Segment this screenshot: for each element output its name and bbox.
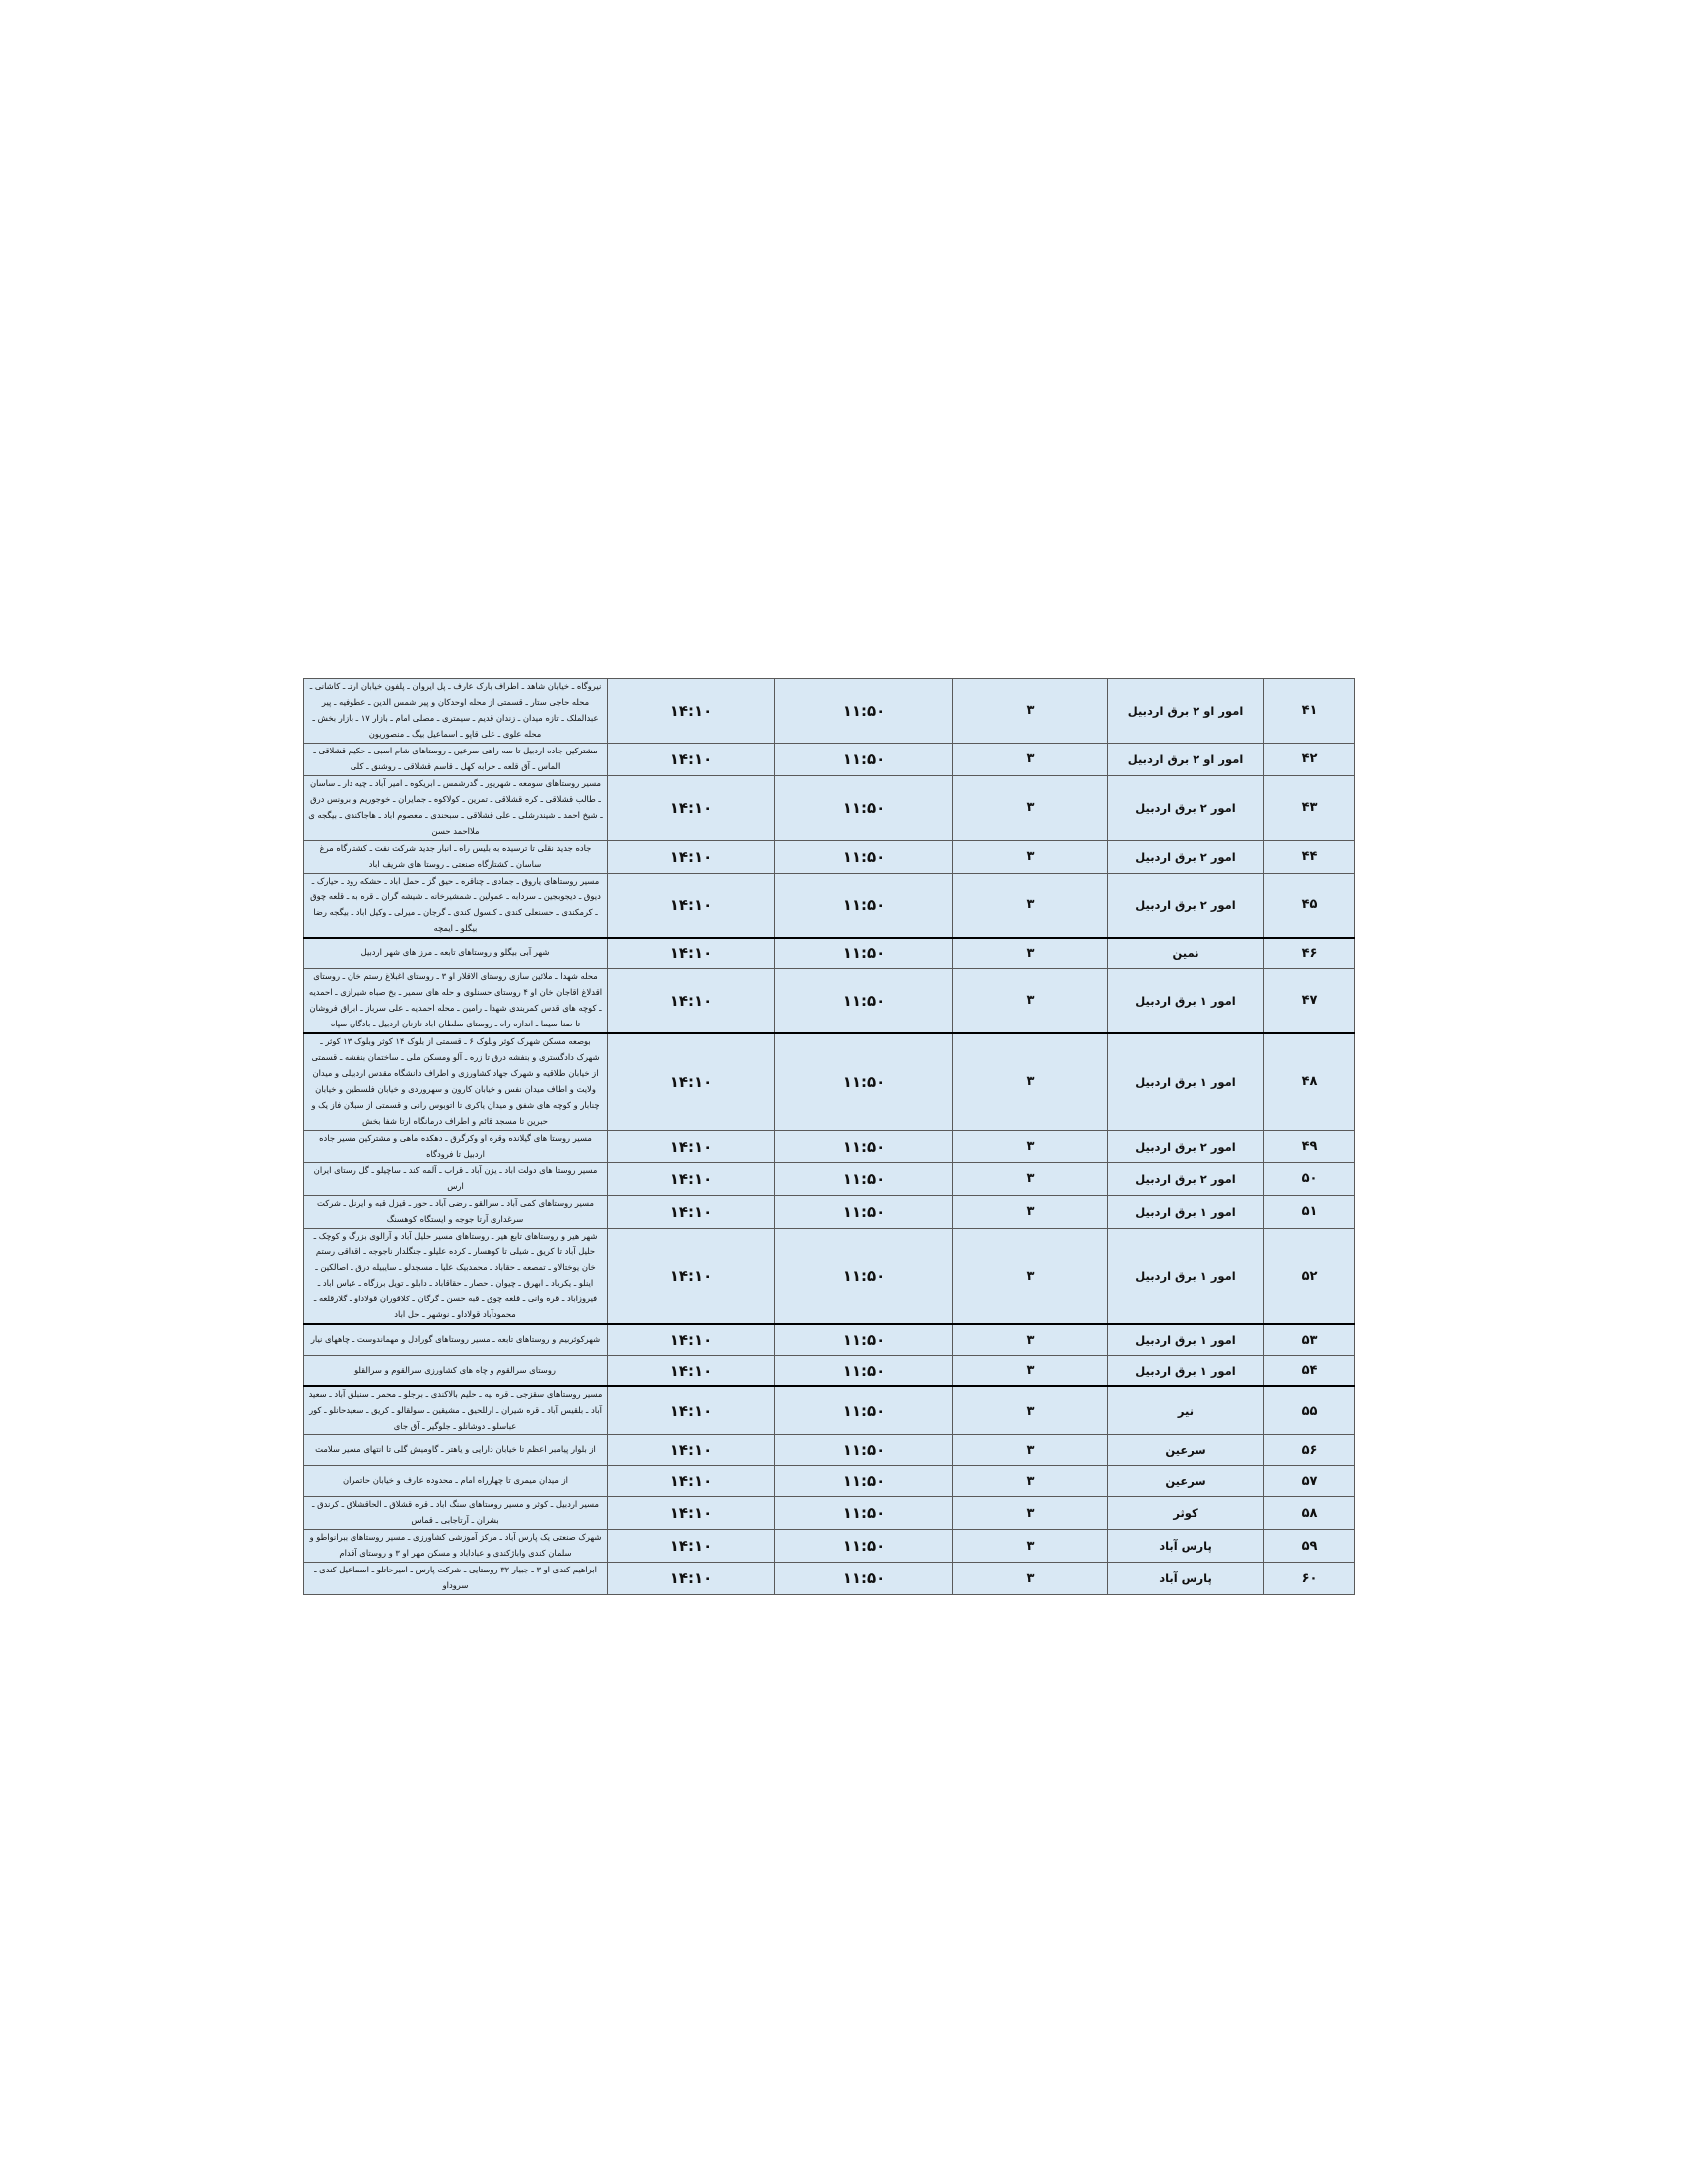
table-row [304, 1228, 1355, 1324]
phase-group-cell: ۳ [953, 679, 1108, 744]
row-number-cell: ۶۰ [1264, 1563, 1355, 1595]
phase-group-cell: ۳ [953, 1228, 1108, 1324]
service-area-cell: امور او ۲ برق اردبیل [1108, 679, 1264, 744]
row-number-cell: ۴۳ [1264, 775, 1355, 840]
phase-group-cell: ۳ [953, 775, 1108, 840]
table-row [304, 1162, 1355, 1195]
phase-group-cell: ۳ [953, 743, 1108, 775]
service-area-cell: امور ۱ برق اردبیل [1108, 1195, 1264, 1228]
service-area-cell: نمین [1108, 938, 1264, 969]
end-time-cell: ۱۴:۱۰ [608, 873, 775, 937]
row-number-cell: ۵۸ [1264, 1497, 1355, 1530]
start-time-cell: ۱۱:۵۰ [775, 1497, 953, 1530]
end-time-cell: ۱۴:۱۰ [608, 1355, 775, 1386]
service-area-cell: امور ۲ برق اردبیل [1108, 1162, 1264, 1195]
table-row [304, 969, 1355, 1033]
affected-areas-cell: روستای سرالقوم و چاه های کشاورزی سرالقوم و سرالقلو [304, 1355, 608, 1386]
start-time-cell: ۱۱:۵۰ [775, 1386, 953, 1434]
end-time-cell: ۱۴:۱۰ [608, 1195, 775, 1228]
table-row [304, 873, 1355, 937]
start-time-cell: ۱۱:۵۰ [775, 679, 953, 744]
outage-schedule-table [303, 678, 1355, 1595]
phase-group-cell: ۳ [953, 1466, 1108, 1497]
phase-group-cell: ۳ [953, 1497, 1108, 1530]
affected-areas-cell: مسیر روستاهای سقزجی ـ قره بیه ـ حلیم بالاکندی ـ برجلو ـ محمر ـ سنبلق آباد ـ سعید آباد ـ بلقیس آباد ـ قره شیران ـ ارللحیق ـ مشیقین ـ سولقالو ـ کریق ـ سعیدحانلو ـ کور عباسلو ـ دوشانلو ـ جلوگیر ـ آق جای [304, 1386, 608, 1434]
end-time-cell: ۱۴:۱۰ [608, 1435, 775, 1466]
end-time-cell: ۱۴:۱۰ [608, 1530, 775, 1563]
affected-areas-cell: شهر آبی بیگلو و روستاهای تابعه ـ مرز های شهر اردبیل [304, 938, 608, 969]
service-area-cell: پارس آباد [1108, 1530, 1264, 1563]
service-area-cell: نیر [1108, 1386, 1264, 1434]
service-area-cell: امور ۱ برق اردبیل [1108, 1033, 1264, 1130]
end-time-cell: ۱۴:۱۰ [608, 969, 775, 1033]
table-row [304, 1324, 1355, 1355]
start-time-cell: ۱۱:۵۰ [775, 1162, 953, 1195]
start-time-cell: ۱۱:۵۰ [775, 969, 953, 1033]
start-time-cell: ۱۱:۵۰ [775, 775, 953, 840]
row-number-cell: ۴۷ [1264, 969, 1355, 1033]
phase-group-cell: ۳ [953, 1386, 1108, 1434]
end-time-cell: ۱۴:۱۰ [608, 1130, 775, 1162]
end-time-cell: ۱۴:۱۰ [608, 938, 775, 969]
row-number-cell: ۵۰ [1264, 1162, 1355, 1195]
phase-group-cell: ۳ [953, 1563, 1108, 1595]
service-area-cell: سرعین [1108, 1466, 1264, 1497]
start-time-cell: ۱۱:۵۰ [775, 873, 953, 937]
phase-group-cell: ۳ [953, 1195, 1108, 1228]
table-row [304, 1466, 1355, 1497]
row-number-cell: ۴۸ [1264, 1033, 1355, 1130]
affected-areas-cell: از بلوار پیامبر اعظم تا خیابان دارایی و یاهتر ـ گاوميش گلی تا انتهای مسیر سلامت [304, 1435, 608, 1466]
phase-group-cell: ۳ [953, 1435, 1108, 1466]
affected-areas-cell: مشترکین جاده اردبیل تا سه راهی سرعین ـ روستاهای شام اسبی ـ حکیم قشلاقی ـ الماس ـ آق قلعه ـ حرابه کهل ـ قاسم قشلاقی ـ روشنق ـ کلی [304, 743, 608, 775]
phase-group-cell: ۳ [953, 969, 1108, 1033]
service-area-cell: امور ۲ برق اردبیل [1108, 775, 1264, 840]
end-time-cell: ۱۴:۱۰ [608, 679, 775, 744]
service-area-cell: پارس آباد [1108, 1563, 1264, 1595]
start-time-cell: ۱۱:۵۰ [775, 1324, 953, 1355]
row-number-cell: ۵۶ [1264, 1435, 1355, 1466]
affected-areas-cell: نیروگاه ـ خیابان شاهد ـ اطراف بارک عارف ـ پل ایروان ـ پلفون خیابان ارتـ ـ کاشانی ـ محله حاجی ستار ـ قسمتی از محله اوحدکان و پیر شمس الدین ـ عطوفیه ـ پیر عبدالملک ـ تازه میدان ـ زندان قدیم ـ سیمتری ـ مصلی امام ـ بازار ۱۷ ـ بازار بخش ـ محله علوی ـ علی قاپو ـ اسماعیل بیگ ـ منصوریون [304, 679, 608, 744]
start-time-cell: ۱۱:۵۰ [775, 1355, 953, 1386]
end-time-cell: ۱۴:۱۰ [608, 1228, 775, 1324]
phase-group-cell: ۳ [953, 1324, 1108, 1355]
end-time-cell: ۱۴:۱۰ [608, 1033, 775, 1130]
table-row [304, 1435, 1355, 1466]
phase-group-cell: ۳ [953, 1162, 1108, 1195]
service-area-cell: امور ۱ برق اردبیل [1108, 1355, 1264, 1386]
service-area-cell: سرعین [1108, 1435, 1264, 1466]
affected-areas-cell: مسیر روستا های گیلانده وقره او وکرگرق ـ دهکده ماهی و مشترکین مسیر جاده اردبیل تا فرودگاه [304, 1130, 608, 1162]
table-row [304, 1563, 1355, 1595]
row-number-cell: ۴۶ [1264, 938, 1355, 969]
end-time-cell: ۱۴:۱۰ [608, 1497, 775, 1530]
start-time-cell: ۱۱:۵۰ [775, 938, 953, 969]
table-row [304, 840, 1355, 873]
table-row [304, 1530, 1355, 1563]
row-number-cell: ۵۵ [1264, 1386, 1355, 1434]
table-row [304, 1355, 1355, 1386]
service-area-cell: امور ۱ برق اردبیل [1108, 1228, 1264, 1324]
table-row [304, 938, 1355, 969]
end-time-cell: ۱۴:۱۰ [608, 840, 775, 873]
table-row [304, 743, 1355, 775]
table-row [304, 1033, 1355, 1130]
affected-areas-cell: شهرک صنعتی یک پارس آباد ـ مرکز آموزشی کشاورزی ـ مسیر روستاهای ببرانواطو و سلمان کندی واباژکندی و عباداباد و مسکن مهر او ۳ و روستای آقدام [304, 1530, 608, 1563]
affected-areas-cell: از میدان میمری تا چهارراه امام ـ محدوده عارف و خیابان حاتمران [304, 1466, 608, 1497]
end-time-cell: ۱۴:۱۰ [608, 1324, 775, 1355]
service-area-cell: امور ۲ برق اردبیل [1108, 873, 1264, 937]
affected-areas-cell: مسیر روستا های دولت اباد ـ یزن آباد ـ قراب ـ آلمه کند ـ ساچیلو ـ گل رستای ایران ارس [304, 1162, 608, 1195]
phase-group-cell: ۳ [953, 1033, 1108, 1130]
start-time-cell: ۱۱:۵۰ [775, 1530, 953, 1563]
row-number-cell: ۵۳ [1264, 1324, 1355, 1355]
phase-group-cell: ۳ [953, 1130, 1108, 1162]
phase-group-cell: ۳ [953, 840, 1108, 873]
table-row [304, 1130, 1355, 1162]
service-area-cell: امور او ۲ برق اردبیل [1108, 743, 1264, 775]
end-time-cell: ۱۴:۱۰ [608, 1563, 775, 1595]
service-area-cell: امور ۱ برق اردبیل [1108, 1324, 1264, 1355]
start-time-cell: ۱۱:۵۰ [775, 840, 953, 873]
row-number-cell: ۵۴ [1264, 1355, 1355, 1386]
start-time-cell: ۱۱:۵۰ [775, 1130, 953, 1162]
table-row [304, 1497, 1355, 1530]
end-time-cell: ۱۴:۱۰ [608, 1466, 775, 1497]
start-time-cell: ۱۱:۵۰ [775, 743, 953, 775]
service-area-cell: امور ۲ برق اردبیل [1108, 840, 1264, 873]
phase-group-cell: ۳ [953, 1530, 1108, 1563]
affected-areas-cell: مسیر روستاهای سومعه ـ شهریور ـ گدرشمس ـ ابریکوه ـ امیر آباد ـ چیه دار ـ ساسان ـ طالب قشلاقی ـ کره قشلاقی ـ تمرین ـ کولاکوه ـ جمایران ـ خوجوریم و برونس درق ـ شیخ احمد ـ شیندرشلی ـ علی قشلاقی ـ سبحندی ـ معصوم اباد ـ هاجاکندی ـ بیگجه ی ملااحمد حسن [304, 775, 608, 840]
end-time-cell: ۱۴:۱۰ [608, 775, 775, 840]
phase-group-cell: ۳ [953, 938, 1108, 969]
start-time-cell: ۱۱:۵۰ [775, 1563, 953, 1595]
schedule-body [304, 679, 1355, 1595]
row-number-cell: ۵۱ [1264, 1195, 1355, 1228]
affected-areas-cell: مسیر اردبیل ـ کوثر و مسیر روستاهای سنگ اباد ـ قره قشلاق ـ الحاقشلاق ـ کرندق ـ بشران ـ آرتاجابی ـ قماس [304, 1497, 608, 1530]
row-number-cell: ۴۴ [1264, 840, 1355, 873]
affected-areas-cell: مسیر روستاهای کمی آباد ـ سرالقو ـ رضی آباد ـ حور ـ قیزل قبه و ایرنل ـ شرکت سرغداری آرتا جوجه و ایستگاه کوهسنگ [304, 1195, 608, 1228]
table-row [304, 775, 1355, 840]
start-time-cell: ۱۱:۵۰ [775, 1466, 953, 1497]
table-row [304, 1386, 1355, 1434]
start-time-cell: ۱۱:۵۰ [775, 1435, 953, 1466]
table-row [304, 1195, 1355, 1228]
affected-areas-cell: جاده جدید نقلی تا ترسیده به بلیس راه ـ انبار جدید شرکت نفت ـ کشتارگاه مرغ ساسان ـ کشتارگاه صنعتی ـ روستا های شریف اباد [304, 840, 608, 873]
service-area-cell: امور ۱ برق اردبیل [1108, 969, 1264, 1033]
start-time-cell: ۱۱:۵۰ [775, 1033, 953, 1130]
service-area-cell: امور ۲ برق اردبیل [1108, 1130, 1264, 1162]
phase-group-cell: ۳ [953, 873, 1108, 937]
row-number-cell: ۴۹ [1264, 1130, 1355, 1162]
row-number-cell: ۵۷ [1264, 1466, 1355, 1497]
phase-group-cell: ۳ [953, 1355, 1108, 1386]
start-time-cell: ۱۱:۵۰ [775, 1228, 953, 1324]
row-number-cell: ۴۲ [1264, 743, 1355, 775]
end-time-cell: ۱۴:۱۰ [608, 743, 775, 775]
end-time-cell: ۱۴:۱۰ [608, 1162, 775, 1195]
row-number-cell: ۵۹ [1264, 1530, 1355, 1563]
row-number-cell: ۴۵ [1264, 873, 1355, 937]
affected-areas-cell: ابراهیم کندی او ۳ ـ جبیار ۳۲ روستایی ـ شرکت پارس ـ امیرحاتلو ـ اسماعیل کندی ـ سروداو [304, 1563, 608, 1595]
end-time-cell: ۱۴:۱۰ [608, 1386, 775, 1434]
outage-schedule-sheet [303, 678, 1355, 1595]
row-number-cell: ۵۲ [1264, 1228, 1355, 1324]
service-area-cell: کوثر [1108, 1497, 1264, 1530]
table-row [304, 679, 1355, 744]
start-time-cell: ۱۱:۵۰ [775, 1195, 953, 1228]
row-number-cell: ۴۱ [1264, 679, 1355, 744]
affected-areas-cell: بوصعه مسکن شهرک کوثر وبلوک ۶ ـ قسمتی از بلوک ۱۴ کوثر وبلوک ۱۳ کوثر ـ شهرک دادگستری و بنفشه درق تا زره ـ آلو ومسکن ملی ـ ساختمان بنفشه ـ قسمتی از خیابان طلاقیه و شهرک جهاد کشاورزی و اطراف دانشگاه مقدس اردبیلی و میدان ولایت و اطاف میدان نفس و خیابان کارون و سهروردی و خیابان فلسطین و خیابان چنابار و کوچه های شفق و میدان یاکری تا اتوبوس رانی و قسمتی از سبلان فاز یک و حبرین تا مسجد قائم و اطراف درمانگاه ارتا شفا بخش [304, 1033, 608, 1130]
affected-areas-cell: محله شهدا ـ ملائین سازی روستای الاقلار او ۳ ـ روستای اغبلاغ رستم خان ـ روستای اقدلاغ اقاجان خان او ۴ روستای حسنلوی و حله های سمیر ـ بخ صباه شیرازی ـ احمدیه ـ کوچه های قدس کمربندی شهدا ـ رامین ـ محله احمدیه ـ علی سرباز ـ ابراق فروشان تا صنا سیما ـ اندازه راه ـ روستای سلطان اباد نازنان اردبیل ـ بادگان سپاه [304, 969, 608, 1033]
affected-areas-cell: شهرکوثربیم و روستاهای تابعه ـ مسیر روستاهای گورادل و مهماندوست ـ چاههای نیار [304, 1324, 608, 1355]
affected-areas-cell: مسیر روستاهای یاروق ـ جمادی ـ چناقره ـ حیق گز ـ حمل اباد ـ حشکه رود ـ حیارک ـ دیوق ـ دیجوبجین ـ سردابه ـ عمولین ـ شمشیرخانه ـ شیشه گران ـ قره به ـ قلعه چوق ـ کرمکندی ـ حسنعلی کندی ـ کنسول کندی ـ گرجان ـ میرلی ـ وکیل اباد ـ بیگجه رضا بیگلو ـ ایمچه [304, 873, 608, 937]
affected-areas-cell: شهر هیر و روستاهای تابع هیر ـ روستاهای مسیر حلیل آباد و آرالوی بزرگ و کوچک ـ حلیل آباد تا کریق ـ شیلی تا کوهسار ـ کرده علیلو ـ جنگلدار ناجوجه ـ اقداقی رستم خان یوختالاو ـ تمصعه ـ حقاباد ـ محمدبیک علیا ـ مسجدلو ـ سایبیله درق ـ اصالکین ـ اینلو ـ یکرباد ـ ابهرق ـ چیوان ـ حصار ـ حقاقاباد ـ دابلو ـ تویل برزگاه ـ عباس اباد ـ فیروزاباد ـ قره وانی ـ قلعه چوق ـ قبه حسن ـ گرگان ـ کلاقوران قولاداو ـ گلارقلعه ـ محمودآباد قولاداو ـ نوشهر ـ حل اباد [304, 1228, 608, 1324]
